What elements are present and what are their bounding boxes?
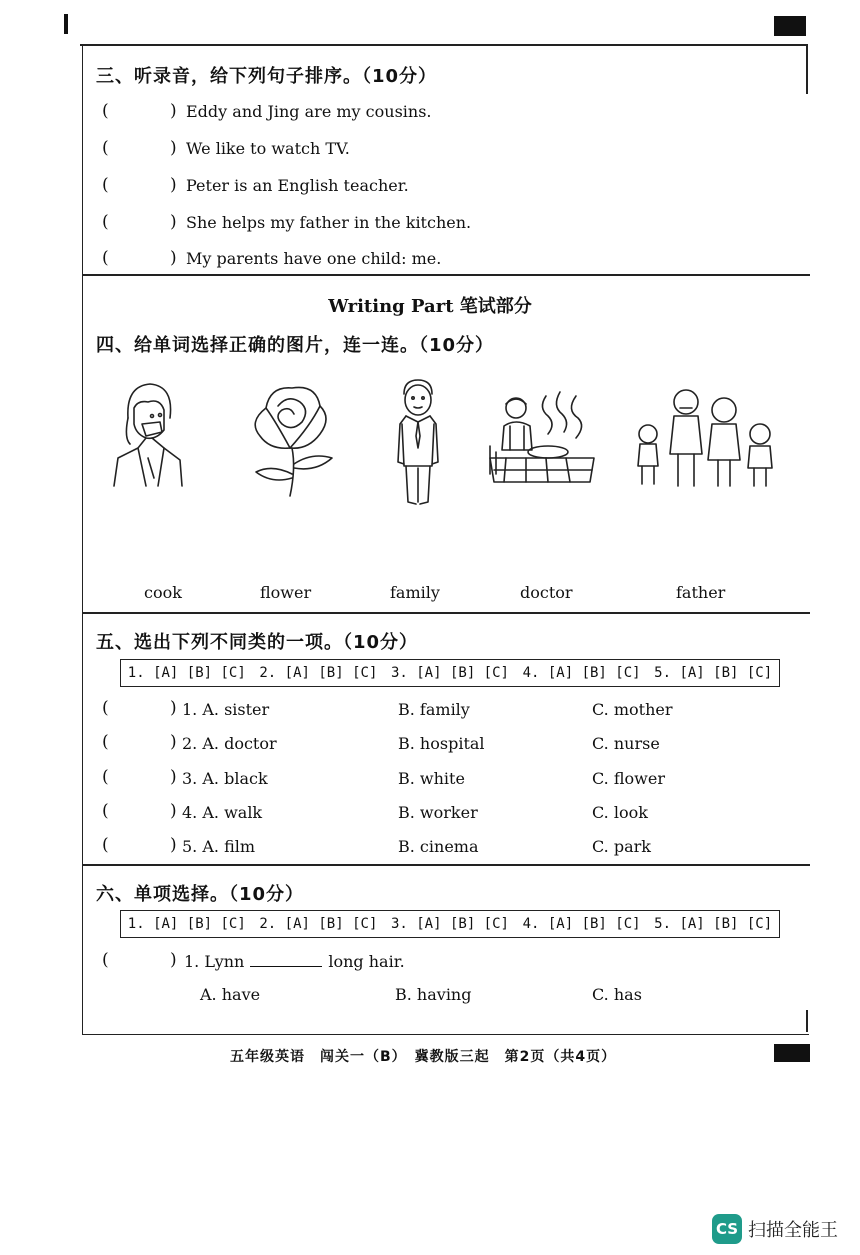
- section6-heading: 六、单项选择。（10分）: [96, 884, 305, 905]
- match-word[interactable]: family: [390, 583, 440, 602]
- answer-sheet-box: [120, 659, 780, 687]
- option-b: B. cinema: [398, 837, 479, 856]
- answer-sheet-entry[interactable]: 5. [A] [B] [C]: [654, 665, 773, 681]
- answer-paren-close: ): [170, 732, 177, 752]
- answer-paren-open[interactable]: (: [102, 248, 109, 268]
- answer-paren-close: ): [170, 212, 177, 232]
- answer-sheet-entry[interactable]: 4. [A] [B] [C]: [522, 665, 641, 681]
- option-b: B. worker: [398, 803, 478, 822]
- question-text-after: long hair.: [328, 952, 405, 971]
- answer-sheet-box: [120, 910, 780, 938]
- option-c: C. flower: [592, 769, 665, 788]
- writing-part-title: Writing Part 笔试部分: [328, 296, 532, 317]
- question-text-before: 1. Lynn: [184, 952, 245, 971]
- answer-sheet-entry[interactable]: 1. [A] [B] [C]: [127, 916, 246, 932]
- option-a: 4. A. walk: [182, 803, 263, 822]
- answer-paren-close: ): [170, 835, 177, 855]
- section3-heading: 三、听录音，给下列句子排序。（10分）: [96, 66, 438, 87]
- answer-paren-open[interactable]: (: [102, 835, 109, 855]
- answer-paren-open[interactable]: (: [102, 732, 109, 752]
- answer-paren-open[interactable]: (: [102, 698, 109, 718]
- option-c: C. nurse: [592, 734, 660, 753]
- option-b: B. having: [395, 985, 472, 1004]
- answer-paren-open[interactable]: (: [102, 101, 109, 121]
- answer-paren-open[interactable]: (: [102, 950, 109, 970]
- answer-sheet-entry[interactable]: 5. [A] [B] [C]: [654, 916, 773, 932]
- option-a: 1. A. sister: [182, 700, 270, 719]
- option-c: C. look: [592, 803, 648, 822]
- frame-right-border-top: [806, 44, 808, 94]
- frame-top-border: [80, 44, 808, 46]
- section4-heading: 四、给单词选择正确的图片，连一连。（10分）: [96, 335, 495, 356]
- option-a: 2. A. doctor: [182, 734, 277, 753]
- answer-sheet-entry[interactable]: 3. [A] [B] [C]: [390, 916, 509, 932]
- cook-picture-icon[interactable]: [486, 386, 598, 490]
- option-c: C. park: [592, 837, 651, 856]
- answer-paren-close: ): [170, 101, 177, 121]
- answer-paren-open[interactable]: (: [102, 767, 109, 787]
- option-c: C. has: [592, 985, 642, 1004]
- answer-paren-close: ): [170, 801, 177, 821]
- page-footer: 五年级英语 闯关一（B） 冀教版三起 第2页（共4页）: [230, 1049, 617, 1065]
- answer-sheet-entry[interactable]: 1. [A] [B] [C]: [127, 665, 246, 681]
- registration-mark: [64, 14, 68, 34]
- option-a: A. have: [200, 985, 261, 1004]
- fill-in-blank[interactable]: [250, 954, 322, 967]
- answer-paren-open[interactable]: (: [102, 138, 109, 158]
- answer-paren-close: ): [170, 698, 177, 718]
- section5-heading: 五、选出下列不同类的一项。（10分）: [96, 632, 419, 653]
- sentence-text: Eddy and Jing are my cousins.: [186, 102, 432, 121]
- rose-flower-picture-icon[interactable]: [236, 378, 346, 498]
- question-text: [184, 952, 405, 971]
- answer-paren-close: ): [170, 138, 177, 158]
- option-a: 3. A. black: [182, 769, 268, 788]
- registration-block-bottom: [774, 1044, 810, 1062]
- option-c: C. mother: [592, 700, 673, 719]
- man-picture-icon[interactable]: [392, 376, 444, 508]
- sentence-text: She helps my father in the kitchen.: [186, 213, 472, 232]
- answer-sheet-entry[interactable]: 4. [A] [B] [C]: [522, 916, 641, 932]
- section-divider-1: [82, 274, 810, 276]
- answer-paren-open[interactable]: (: [102, 212, 109, 232]
- section-divider-3: [82, 864, 810, 866]
- answer-paren-close: ): [170, 175, 177, 195]
- match-word[interactable]: flower: [260, 583, 312, 602]
- option-a: 5. A. film: [182, 837, 256, 856]
- family-picture-icon[interactable]: [630, 384, 780, 490]
- answer-paren-open[interactable]: (: [102, 801, 109, 821]
- section-divider-2: [82, 612, 810, 614]
- answer-sheet-entry[interactable]: 2. [A] [B] [C]: [259, 916, 378, 932]
- registration-block-top: [774, 16, 806, 36]
- option-b: B. white: [398, 769, 465, 788]
- frame-right-border-bottom: [806, 1010, 808, 1032]
- answer-paren-close: ): [170, 248, 177, 268]
- match-word[interactable]: cook: [144, 583, 182, 602]
- match-word[interactable]: doctor: [520, 583, 573, 602]
- doctor-picture-icon[interactable]: [108, 378, 188, 488]
- answer-sheet-entry[interactable]: 2. [A] [B] [C]: [259, 665, 378, 681]
- option-b: B. hospital: [398, 734, 485, 753]
- answer-sheet-entry[interactable]: 3. [A] [B] [C]: [390, 665, 509, 681]
- sentence-text: Peter is an English teacher.: [186, 176, 409, 195]
- sentence-text: We like to watch TV.: [186, 139, 350, 158]
- sentence-text: My parents have one child: me.: [186, 249, 442, 268]
- scanner-watermark: [712, 1214, 838, 1244]
- camscanner-logo-icon: CS: [712, 1214, 742, 1244]
- match-word[interactable]: father: [676, 583, 726, 602]
- answer-paren-close: ): [170, 950, 177, 970]
- option-b: B. family: [398, 700, 470, 719]
- answer-paren-close: ): [170, 767, 177, 787]
- scanner-name: 扫描全能王: [748, 1220, 838, 1241]
- answer-paren-open[interactable]: (: [102, 175, 109, 195]
